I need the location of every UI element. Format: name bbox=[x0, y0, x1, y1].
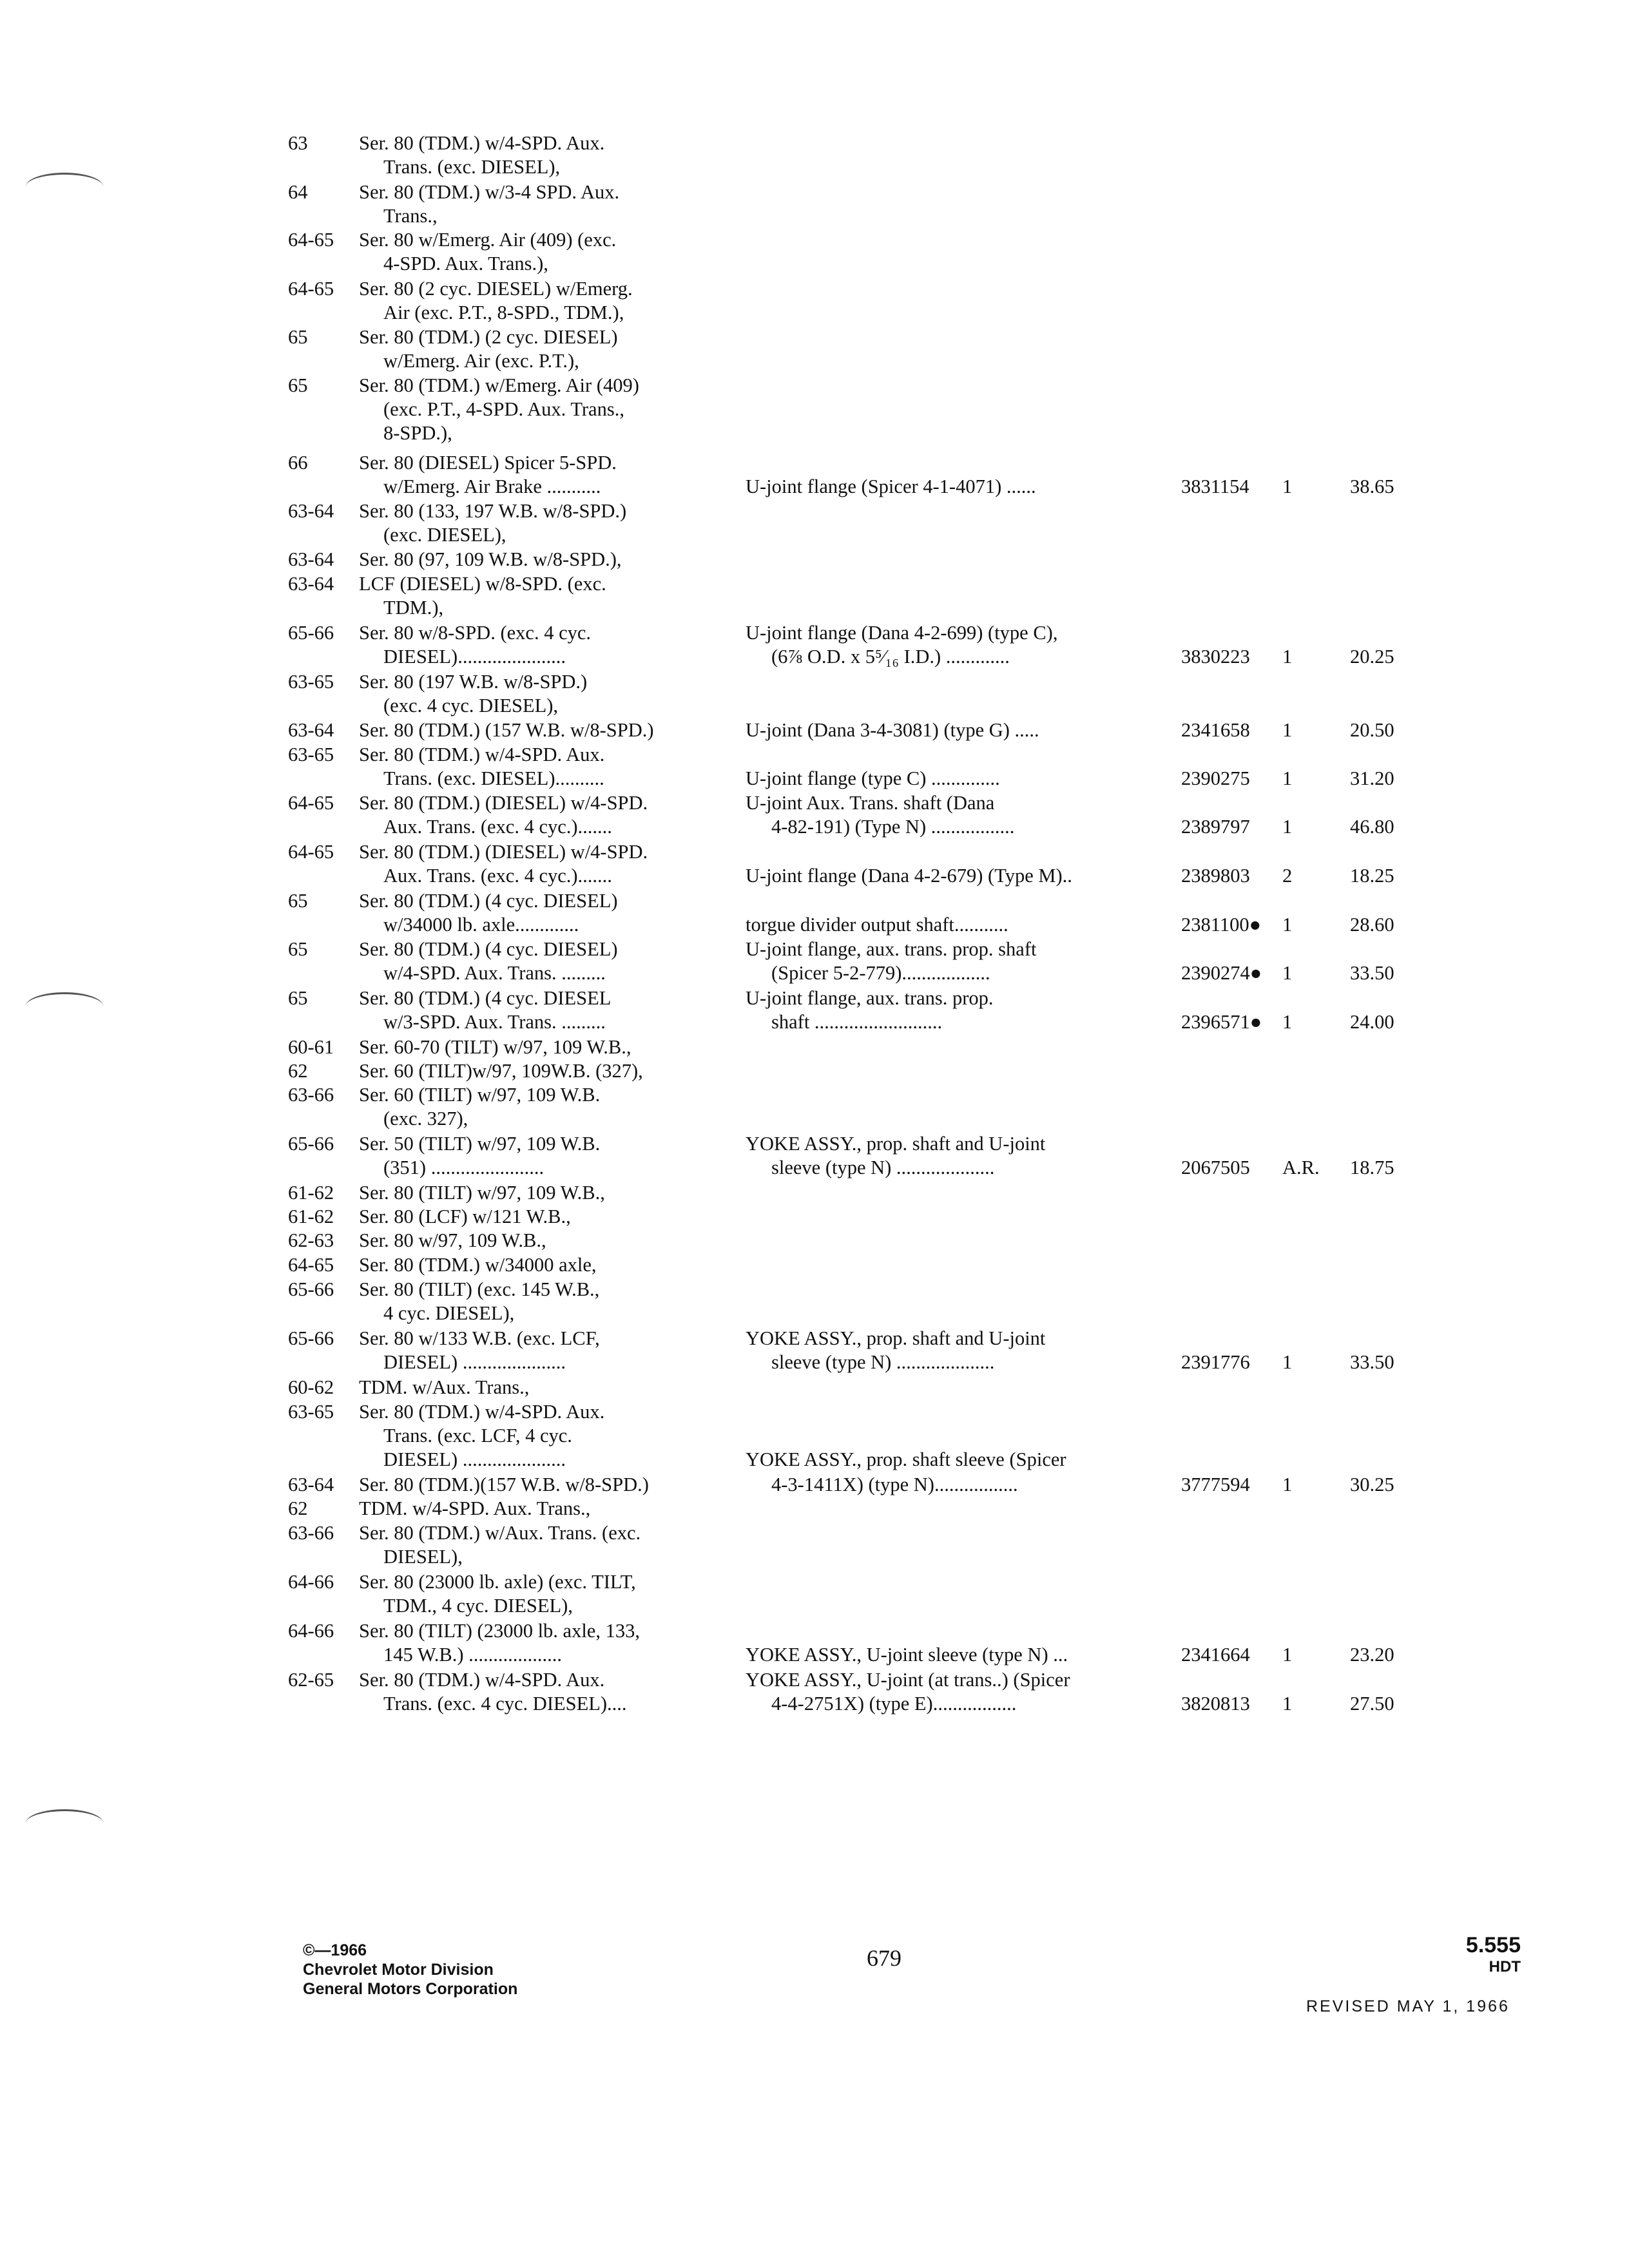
part-description: U-joint flange (Dana 4-2-679) (Type M).. bbox=[746, 865, 1072, 887]
list-price: 38.65 bbox=[1350, 476, 1394, 497]
list-price: 33.50 bbox=[1350, 1351, 1394, 1373]
application-description: TDM. w/4-SPD. Aux. Trans., bbox=[359, 1497, 591, 1519]
list-price: 18.75 bbox=[1350, 1157, 1394, 1178]
model-year: 63-65 bbox=[288, 671, 334, 693]
part-number: 2389803 bbox=[1181, 865, 1250, 887]
quantity: 1 bbox=[1282, 1351, 1293, 1373]
quantity: 2 bbox=[1282, 865, 1293, 887]
part-description: sleeve (type N) .................... bbox=[771, 1351, 995, 1373]
application-description: Ser. 80 (2 cyc. DIESEL) w/Emerg. bbox=[359, 278, 633, 300]
list-price: 23.20 bbox=[1350, 1644, 1394, 1666]
part-number: 3777594 bbox=[1181, 1474, 1250, 1495]
quantity: 1 bbox=[1282, 816, 1293, 838]
application-description: Ser. 80 (TDM.) (DIESEL) w/4-SPD. bbox=[359, 841, 648, 863]
model-year: 62 bbox=[288, 1497, 308, 1519]
model-year: 65-66 bbox=[288, 622, 334, 644]
model-year: 64-65 bbox=[288, 841, 334, 863]
application-description: Ser. 80 (23000 lb. axle) (exc. TILT, bbox=[359, 1571, 636, 1593]
corporation-name: General Motors Corporation bbox=[303, 1980, 518, 1998]
application-description: w/3-SPD. Aux. Trans. ......... bbox=[383, 1011, 606, 1033]
model-year: 65-66 bbox=[288, 1278, 334, 1300]
application-description: Ser. 80 (TDM.) (4 cyc. DIESEL bbox=[359, 987, 612, 1009]
revision-date: REVISED MAY 1, 1966 bbox=[1306, 1997, 1510, 2015]
model-year: 64-65 bbox=[288, 229, 334, 251]
part-description: (6⅞ O.D. x 5⁵⁄₁₆ I.D.) ............. bbox=[771, 646, 1010, 668]
application-description: 4 cyc. DIESEL), bbox=[383, 1302, 515, 1324]
model-year: 62-63 bbox=[288, 1229, 334, 1251]
part-number: 3831154 bbox=[1181, 476, 1249, 497]
quantity: 1 bbox=[1282, 1693, 1293, 1715]
application-description: 145 W.B.) ................... bbox=[383, 1644, 563, 1666]
application-description: Trans. (exc. DIESEL).......... bbox=[383, 767, 604, 789]
quantity: A.R. bbox=[1282, 1157, 1320, 1178]
application-description: Trans. (exc. 4 cyc. DIESEL).... bbox=[383, 1693, 627, 1715]
application-description: Ser. 80 (TDM.) w/4-SPD. Aux. bbox=[359, 1669, 605, 1691]
quantity: 1 bbox=[1282, 767, 1293, 789]
model-year: 60-61 bbox=[288, 1036, 334, 1058]
application-description: Ser. 50 (TILT) w/97, 109 W.B. bbox=[359, 1133, 601, 1155]
model-year: 63-64 bbox=[288, 548, 334, 570]
model-year: 64-65 bbox=[288, 1254, 334, 1276]
application-description: 8-SPD.), bbox=[383, 422, 452, 444]
part-description: 4-4-2751X) (type E)................. bbox=[771, 1693, 1017, 1715]
application-description: Ser. 80 w/97, 109 W.B., bbox=[359, 1229, 546, 1251]
quantity: 1 bbox=[1282, 646, 1293, 668]
application-description: TDM.), bbox=[383, 597, 444, 619]
list-price: 30.25 bbox=[1350, 1474, 1394, 1495]
model-year: 63-64 bbox=[288, 719, 334, 741]
application-description: Ser. 80 (97, 109 W.B. w/8-SPD.), bbox=[359, 548, 622, 570]
model-year: 61-62 bbox=[288, 1206, 334, 1227]
part-number: 2067505 bbox=[1181, 1157, 1250, 1178]
application-description: TDM., 4 cyc. DIESEL), bbox=[383, 1595, 573, 1617]
part-description: U-joint flange (Spicer 4-1-4071) ...... bbox=[746, 476, 1036, 497]
application-description: Ser. 80 (TDM.) w/4-SPD. Aux. bbox=[359, 1401, 605, 1423]
part-description: U-joint (Dana 3-4-3081) (type G) ..... bbox=[746, 719, 1039, 741]
model-year: 63-64 bbox=[288, 573, 334, 595]
part-description: shaft .......................... bbox=[771, 1011, 943, 1033]
part-description: 4-3-1411X) (type N)................. bbox=[771, 1474, 1018, 1495]
quantity: 1 bbox=[1282, 1644, 1293, 1666]
model-year: 65 bbox=[288, 326, 308, 348]
application-description: Ser. 80 (TILT) w/97, 109 W.B., bbox=[359, 1182, 605, 1204]
list-price: 28.60 bbox=[1350, 914, 1394, 936]
application-description: (exc. 4 cyc. DIESEL), bbox=[383, 695, 559, 716]
model-year: 64 bbox=[288, 181, 308, 203]
copyright-text: ©—1966 bbox=[303, 1941, 367, 1959]
section-subtitle: HDT bbox=[1489, 1958, 1521, 1975]
part-number: 2390275 bbox=[1181, 767, 1250, 789]
list-price: 33.50 bbox=[1350, 962, 1394, 984]
publisher-block bbox=[303, 1941, 517, 1999]
part-description: 4-82-191) (Type N) ................. bbox=[771, 816, 1015, 838]
part-description: YOKE ASSY., U-joint sleeve (type N) ... bbox=[746, 1644, 1068, 1666]
application-description: DIESEL), bbox=[383, 1546, 463, 1568]
model-year: 61-62 bbox=[288, 1182, 334, 1204]
application-description: Ser. 80 (TDM.) w/34000 axle, bbox=[359, 1254, 597, 1276]
part-description: U-joint flange (Dana 4-2-699) (type C), bbox=[746, 622, 1058, 644]
application-description: Ser. 80 w/Emerg. Air (409) (exc. bbox=[359, 229, 617, 251]
model-year: 65-66 bbox=[288, 1133, 334, 1155]
application-description: Ser. 80 w/8-SPD. (exc. 4 cyc. bbox=[359, 622, 592, 644]
part-number: 2391776 bbox=[1181, 1351, 1250, 1373]
application-description: Aux. Trans. (exc. 4 cyc.)....... bbox=[383, 816, 612, 838]
model-year: 63-66 bbox=[288, 1084, 334, 1106]
model-year: 65 bbox=[288, 890, 308, 912]
application-description: Ser. 80 (TILT) (23000 lb. axle, 133, bbox=[359, 1620, 640, 1642]
application-description: Trans., bbox=[383, 205, 438, 227]
binder-hole-mark bbox=[26, 1809, 103, 1837]
part-description: torgue divider output shaft........... bbox=[746, 914, 1008, 936]
application-description: Aux. Trans. (exc. 4 cyc.)....... bbox=[383, 865, 612, 887]
model-year: 64-65 bbox=[288, 792, 334, 814]
application-description: Ser. 80 (DIESEL) Spicer 5-SPD. bbox=[359, 452, 617, 474]
application-description: Ser. 80 (TDM.) (157 W.B. w/8-SPD.) bbox=[359, 719, 654, 741]
part-number: 2381100● bbox=[1181, 914, 1262, 936]
division-name: Chevrolet Motor Division bbox=[303, 1961, 494, 1979]
part-number: 2341658 bbox=[1181, 719, 1250, 741]
part-description: (Spicer 5-2-779).................. bbox=[771, 962, 990, 984]
application-description: (exc. 327), bbox=[383, 1108, 468, 1129]
application-description: LCF (DIESEL) w/8-SPD. (exc. bbox=[359, 573, 606, 595]
model-year: 63-65 bbox=[288, 744, 334, 765]
application-description: Ser. 80 (TDM.) w/4-SPD. Aux. bbox=[359, 744, 605, 765]
application-description: Ser. 80 w/133 W.B. (exc. LCF, bbox=[359, 1327, 600, 1349]
list-price: 27.50 bbox=[1350, 1693, 1394, 1715]
part-description: YOKE ASSY., prop. shaft and U-joint bbox=[746, 1133, 1046, 1155]
application-description: w/34000 lb. axle............. bbox=[383, 914, 579, 936]
application-description: w/Emerg. Air Brake ........... bbox=[383, 476, 601, 497]
quantity: 1 bbox=[1282, 1474, 1293, 1495]
part-number: 3830223 bbox=[1181, 646, 1250, 668]
part-description: U-joint flange, aux. trans. prop. shaft bbox=[746, 938, 1037, 960]
model-year: 64-65 bbox=[288, 278, 334, 300]
application-description: Ser. 80 (TDM.) (4 cyc. DIESEL) bbox=[359, 938, 618, 960]
model-year: 63-65 bbox=[288, 1401, 334, 1423]
application-description: w/4-SPD. Aux. Trans. ......... bbox=[383, 962, 606, 984]
application-description: (exc. DIESEL), bbox=[383, 524, 506, 546]
list-price: 18.25 bbox=[1350, 865, 1394, 887]
list-price: 24.00 bbox=[1350, 1011, 1394, 1033]
model-year: 63-66 bbox=[288, 1522, 334, 1544]
binder-hole-mark bbox=[26, 992, 103, 1020]
application-description: DIESEL) ..................... bbox=[383, 1351, 566, 1373]
model-year: 63-64 bbox=[288, 1474, 334, 1495]
quantity: 1 bbox=[1282, 962, 1293, 984]
quantity: 1 bbox=[1282, 719, 1293, 741]
section-number: 5.555 bbox=[1465, 1933, 1521, 1957]
part-description: U-joint Aux. Trans. shaft (Dana bbox=[746, 792, 995, 814]
part-number: 3820813 bbox=[1181, 1693, 1250, 1715]
application-description: 4-SPD. Aux. Trans.), bbox=[383, 253, 548, 274]
model-year: 65-66 bbox=[288, 1327, 334, 1349]
part-description: U-joint flange, aux. trans. prop. bbox=[746, 987, 994, 1009]
model-year: 65 bbox=[288, 374, 308, 396]
model-year: 62 bbox=[288, 1060, 308, 1082]
application-description: Ser. 80 (133, 197 W.B. w/8-SPD.) bbox=[359, 500, 627, 522]
application-description: (351) ....................... bbox=[383, 1157, 545, 1178]
application-description: Ser. 80 (TDM.) w/Aux. Trans. (exc. bbox=[359, 1522, 641, 1544]
application-description: Ser. 80 (197 W.B. w/8-SPD.) bbox=[359, 671, 588, 693]
list-price: 20.50 bbox=[1350, 719, 1394, 741]
application-description: Air (exc. P.T., 8-SPD., TDM.), bbox=[383, 302, 624, 323]
part-number: 2390274● bbox=[1181, 962, 1262, 984]
application-description: DIESEL) ..................... bbox=[383, 1448, 566, 1470]
application-description: Ser. 80 (TDM.) (4 cyc. DIESEL) bbox=[359, 890, 618, 912]
list-price: 31.20 bbox=[1350, 767, 1394, 789]
application-description: Ser. 60 (TILT)w/97, 109W.B. (327), bbox=[359, 1060, 643, 1082]
part-number: 2341664 bbox=[1181, 1644, 1250, 1666]
part-description: YOKE ASSY., prop. shaft sleeve (Spicer bbox=[746, 1448, 1066, 1470]
model-year: 65 bbox=[288, 987, 308, 1009]
quantity: 1 bbox=[1282, 914, 1293, 936]
application-description: Ser. 60-70 (TILT) w/97, 109 W.B., bbox=[359, 1036, 631, 1058]
application-description: Ser. 80 (TDM.) (2 cyc. DIESEL) bbox=[359, 326, 618, 348]
application-description: Ser. 80 (TDM.) (DIESEL) w/4-SPD. bbox=[359, 792, 648, 814]
application-description: Ser. 60 (TILT) w/97, 109 W.B. bbox=[359, 1084, 601, 1106]
quantity: 1 bbox=[1282, 476, 1293, 497]
list-price: 20.25 bbox=[1350, 646, 1394, 668]
application-description: Ser. 80 (TILT) (exc. 145 W.B., bbox=[359, 1278, 600, 1300]
part-description: U-joint flange (type C) .............. bbox=[746, 767, 1000, 789]
application-description: Ser. 80 (TDM.)(157 W.B. w/8-SPD.) bbox=[359, 1474, 649, 1495]
model-year: 66 bbox=[288, 452, 308, 474]
application-description: Ser. 80 (TDM.) w/4-SPD. Aux. bbox=[359, 132, 605, 154]
binder-hole-mark bbox=[26, 173, 103, 200]
part-description: sleeve (type N) .................... bbox=[771, 1157, 995, 1178]
model-year: 63 bbox=[288, 132, 308, 154]
part-number: 2396571● bbox=[1181, 1011, 1262, 1033]
model-year: 64-66 bbox=[288, 1571, 334, 1593]
application-description: Trans. (exc. DIESEL), bbox=[383, 156, 561, 178]
part-description: YOKE ASSY., prop. shaft and U-joint bbox=[746, 1327, 1046, 1349]
application-description: w/Emerg. Air (exc. P.T.), bbox=[383, 350, 579, 372]
application-description: DIESEL)...................... bbox=[383, 646, 566, 668]
model-year: 63-64 bbox=[288, 500, 334, 522]
quantity: 1 bbox=[1282, 1011, 1293, 1033]
part-number: 2389797 bbox=[1181, 816, 1250, 838]
page-number: 679 bbox=[867, 1945, 901, 1971]
section-block bbox=[1443, 1933, 1521, 1976]
part-description: YOKE ASSY., U-joint (at trans..) (Spicer bbox=[746, 1669, 1070, 1691]
application-description: Ser. 80 (TDM.) w/3-4 SPD. Aux. bbox=[359, 181, 620, 203]
application-description: Ser. 80 (LCF) w/121 W.B., bbox=[359, 1206, 571, 1227]
model-year: 62-65 bbox=[288, 1669, 334, 1691]
model-year: 64-66 bbox=[288, 1620, 334, 1642]
application-description: (exc. P.T., 4-SPD. Aux. Trans., bbox=[383, 398, 624, 420]
model-year: 60-62 bbox=[288, 1376, 334, 1398]
application-description: Trans. (exc. LCF, 4 cyc. bbox=[383, 1425, 572, 1446]
list-price: 46.80 bbox=[1350, 816, 1394, 838]
model-year: 65 bbox=[288, 938, 308, 960]
application-description: Ser. 80 (TDM.) w/Emerg. Air (409) bbox=[359, 374, 639, 396]
application-description: TDM. w/Aux. Trans., bbox=[359, 1376, 530, 1398]
